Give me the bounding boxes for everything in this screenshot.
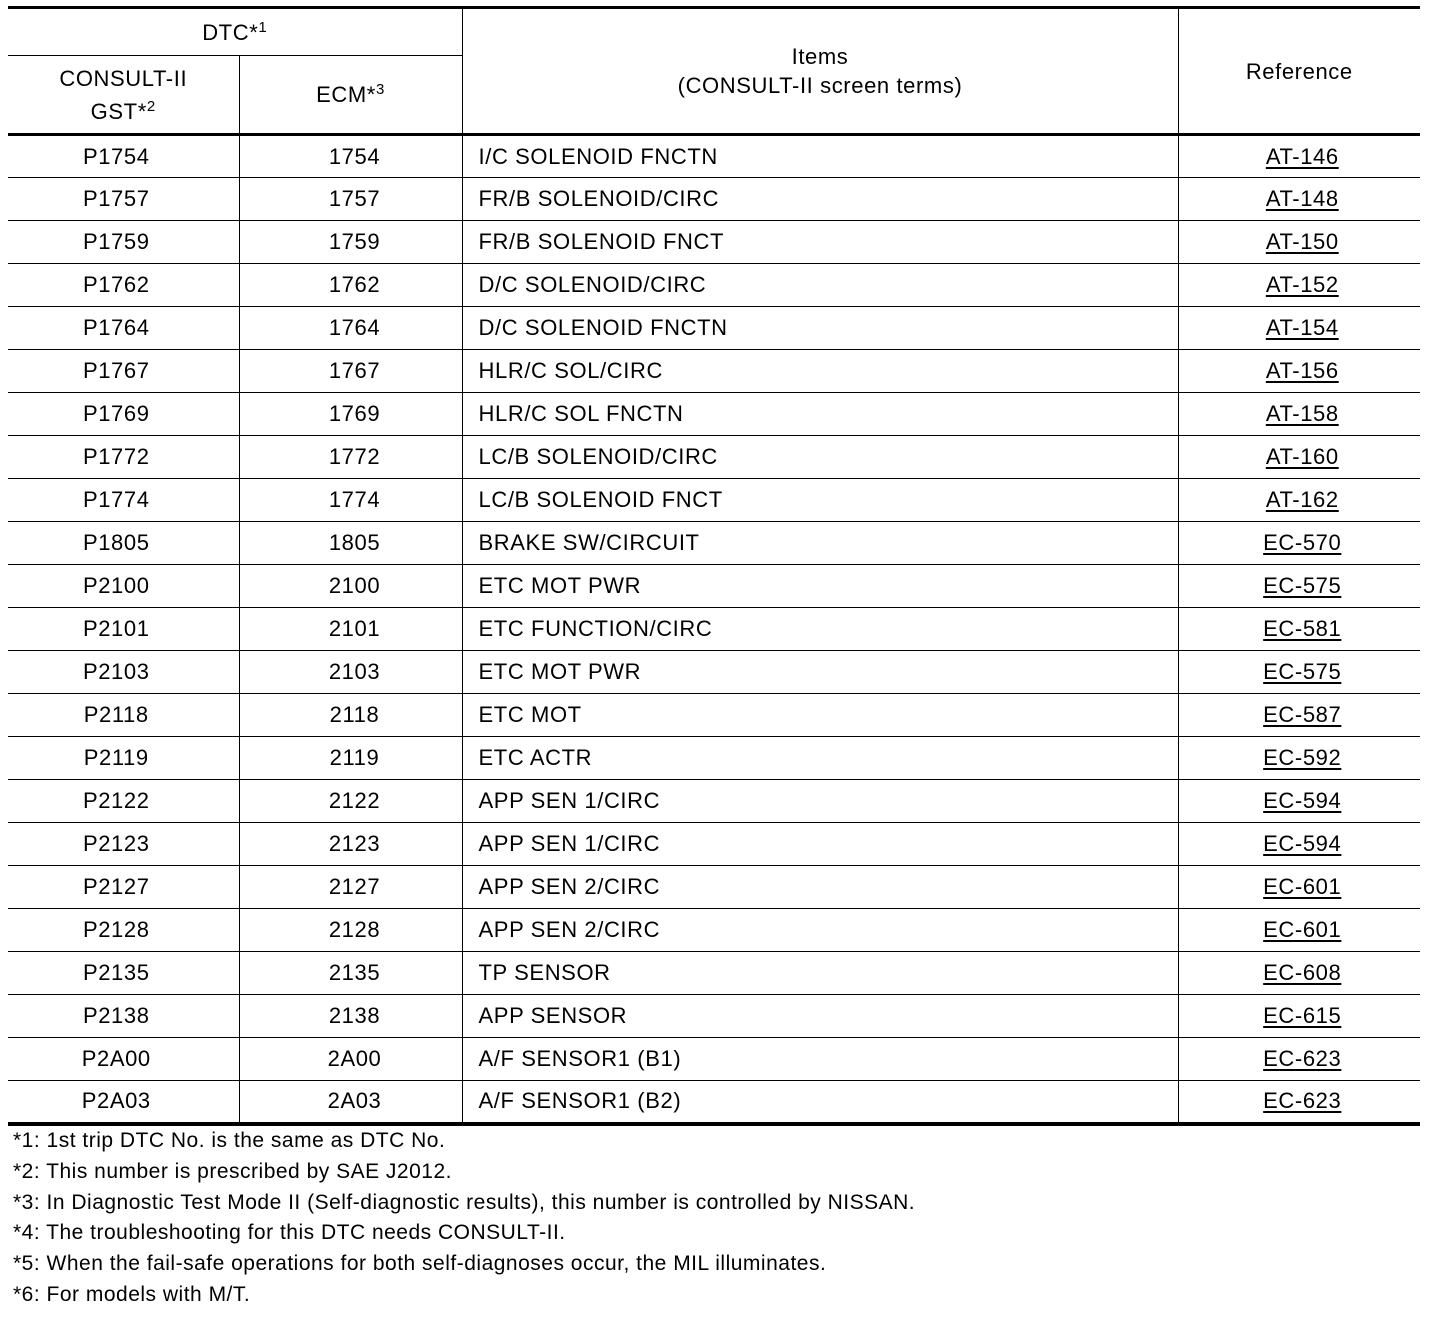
consult-gst-code: P2122 xyxy=(8,780,239,823)
consult-gst-code: P1759 xyxy=(8,221,239,264)
ecm-code: 2138 xyxy=(239,995,462,1038)
item-term: FR/B SOLENOID FNCT xyxy=(462,221,1178,264)
reference-cell xyxy=(1178,823,1420,866)
consult-gst-code: P2A00 xyxy=(8,1038,239,1081)
consult-gst-code: P1769 xyxy=(8,393,239,436)
table-row xyxy=(8,909,1420,952)
reference-cell xyxy=(1178,436,1420,479)
reference-link[interactable]: EC-594 xyxy=(1263,831,1342,856)
consult-gst-code: P2100 xyxy=(8,565,239,608)
table-row xyxy=(8,178,1420,221)
table-row xyxy=(8,135,1420,178)
reference-link[interactable]: EC-575 xyxy=(1263,573,1342,598)
reference-link[interactable]: AT-152 xyxy=(1265,272,1339,297)
reference-link[interactable]: AT-150 xyxy=(1265,229,1339,254)
table-row xyxy=(8,823,1420,866)
item-term: ETC FUNCTION/CIRC xyxy=(462,608,1178,651)
consult-gst-code: P1754 xyxy=(8,135,239,178)
reference-link[interactable]: AT-158 xyxy=(1265,401,1339,426)
footnotes xyxy=(13,1126,915,1311)
reference-cell xyxy=(1178,135,1420,178)
table-row xyxy=(8,565,1420,608)
reference-cell xyxy=(1178,350,1420,393)
consult-gst-code: P1774 xyxy=(8,479,239,522)
ecm-code: 1762 xyxy=(239,264,462,307)
consult-gst-code: P2A03 xyxy=(8,1081,239,1124)
reference-cell xyxy=(1178,178,1420,221)
reference-link[interactable]: EC-587 xyxy=(1263,702,1342,727)
ecm-code: 1774 xyxy=(239,479,462,522)
reference-link[interactable]: AT-156 xyxy=(1265,358,1339,383)
footnote: *1: 1st trip DTC No. is the same as DTC No. xyxy=(13,1129,446,1152)
ecm-code: 1772 xyxy=(239,436,462,479)
item-term: A/F SENSOR1 (B1) xyxy=(462,1038,1178,1081)
item-term: APP SEN 1/CIRC xyxy=(462,780,1178,823)
ecm-code: 2A00 xyxy=(239,1038,462,1081)
item-term: I/C SOLENOID FNCTN xyxy=(462,135,1178,178)
item-term: D/C SOLENOID/CIRC xyxy=(462,264,1178,307)
footnote: *4: The troubleshooting for this DTC needs CONSULT-II. xyxy=(13,1221,566,1245)
table-row xyxy=(8,737,1420,780)
ecm-code: 2101 xyxy=(239,608,462,651)
reference-cell xyxy=(1178,737,1420,780)
consult-gst-code: P1767 xyxy=(8,350,239,393)
reference-cell xyxy=(1178,694,1420,737)
ecm-code: 2128 xyxy=(239,909,462,952)
item-term: HLR/C SOL/CIRC xyxy=(462,350,1178,393)
item-term: APP SEN 2/CIRC xyxy=(462,909,1178,952)
reference-link[interactable]: EC-592 xyxy=(1263,745,1342,770)
footnote: *5: When the fail-safe operations for both self-diagnoses occur, the MIL illuminates. xyxy=(13,1252,827,1276)
ecm-code: 1764 xyxy=(239,307,462,350)
ecm-header: ECM*$^3$ xyxy=(239,56,462,135)
ecm-code: 2118 xyxy=(239,694,462,737)
item-term: FR/B SOLENOID/CIRC xyxy=(462,178,1178,221)
table-row xyxy=(8,1038,1420,1081)
item-term: ETC MOT PWR xyxy=(462,651,1178,694)
item-term: D/C SOLENOID FNCTN xyxy=(462,307,1178,350)
table-row xyxy=(8,479,1420,522)
reference-cell xyxy=(1178,866,1420,909)
consult-gst-code: P2127 xyxy=(8,866,239,909)
dtc-table xyxy=(8,6,1420,1126)
table-row xyxy=(8,866,1420,909)
items-header: Items (CONSULT-II screen terms) xyxy=(462,8,1178,135)
table-row xyxy=(8,436,1420,479)
item-term: APP SEN 1/CIRC xyxy=(462,823,1178,866)
table-header xyxy=(8,8,1420,135)
consult-gst-code: P2128 xyxy=(8,909,239,952)
consult-gst-code: P2101 xyxy=(8,608,239,651)
reference-header: Reference xyxy=(1178,8,1420,135)
item-term: LC/B SOLENOID/CIRC xyxy=(462,436,1178,479)
consult-gst-code: P1762 xyxy=(8,264,239,307)
ecm-code: 1769 xyxy=(239,393,462,436)
reference-cell xyxy=(1178,1038,1420,1081)
item-term: BRAKE SW/CIRCUIT xyxy=(462,522,1178,565)
table-row xyxy=(8,694,1420,737)
item-term: ETC MOT PWR xyxy=(462,565,1178,608)
ecm-code: 1767 xyxy=(239,350,462,393)
reference-link[interactable]: EC-623 xyxy=(1263,1088,1342,1114)
consult-gst-code: P1764 xyxy=(8,307,239,350)
reference-cell xyxy=(1178,522,1420,565)
consult-gst-code: P2135 xyxy=(8,952,239,995)
reference-link[interactable]: AT-146 xyxy=(1265,143,1339,169)
table-row xyxy=(8,221,1420,264)
table-row xyxy=(8,995,1420,1038)
ecm-code: 1754 xyxy=(239,135,462,178)
reference-link[interactable]: EC-608 xyxy=(1263,960,1342,985)
table-body xyxy=(8,135,1420,1124)
reference-link[interactable]: EC-601 xyxy=(1263,874,1342,899)
ecm-code: 1759 xyxy=(239,221,462,264)
item-term: ETC ACTR xyxy=(462,737,1178,780)
ecm-code: 1805 xyxy=(239,522,462,565)
reference-link[interactable]: EC-601 xyxy=(1263,917,1342,942)
table-row xyxy=(8,264,1420,307)
consult-gst-code: P1757 xyxy=(8,178,239,221)
reference-link[interactable]: EC-615 xyxy=(1263,1003,1342,1028)
dtc-group-header: DTC*$^1$ xyxy=(8,8,462,56)
reference-link[interactable]: EC-623 xyxy=(1263,1046,1342,1071)
table-row xyxy=(8,307,1420,350)
consult-gst-header: CONSULT-II GST*$^2$ xyxy=(8,56,239,135)
reference-cell xyxy=(1178,565,1420,608)
reference-link[interactable]: AT-160 xyxy=(1265,444,1339,469)
consult-gst-code: P1805 xyxy=(8,522,239,565)
item-term: LC/B SOLENOID FNCT xyxy=(462,479,1178,522)
consult-gst-code: P2123 xyxy=(8,823,239,866)
reference-link[interactable]: AT-162 xyxy=(1265,487,1339,512)
table-row xyxy=(8,780,1420,823)
reference-link[interactable]: EC-570 xyxy=(1263,530,1342,555)
ecm-code: 2A03 xyxy=(239,1081,462,1124)
consult-gst-code: P2103 xyxy=(8,651,239,694)
ecm-code: 2122 xyxy=(239,780,462,823)
reference-cell xyxy=(1178,780,1420,823)
consult-gst-code: P2138 xyxy=(8,995,239,1038)
reference-cell xyxy=(1178,651,1420,694)
item-term: HLR/C SOL FNCTN xyxy=(462,393,1178,436)
consult-gst-code: P2119 xyxy=(8,737,239,780)
reference-link[interactable]: EC-575 xyxy=(1263,659,1342,684)
table-row xyxy=(8,522,1420,565)
table-row xyxy=(8,393,1420,436)
consult-gst-code: P1772 xyxy=(8,436,239,479)
reference-cell xyxy=(1178,479,1420,522)
reference-link[interactable]: AT-154 xyxy=(1265,315,1339,340)
footnote: *3: In Diagnostic Test Mode II (Self-diagnostic results), this number is controlled by NISSAN. xyxy=(13,1190,916,1214)
ecm-code: 2103 xyxy=(239,651,462,694)
reference-cell xyxy=(1178,221,1420,264)
reference-cell xyxy=(1178,608,1420,651)
item-term: ETC MOT xyxy=(462,694,1178,737)
table-row xyxy=(8,1081,1420,1124)
ecm-code: 2119 xyxy=(239,737,462,780)
table-row xyxy=(8,952,1420,995)
item-term: APP SEN 2/CIRC xyxy=(462,866,1178,909)
reference-cell xyxy=(1178,307,1420,350)
footnote: *2: This number is prescribed by SAE J2012. xyxy=(13,1159,452,1183)
table-row xyxy=(8,651,1420,694)
item-term: APP SENSOR xyxy=(462,995,1178,1038)
reference-cell xyxy=(1178,909,1420,952)
ecm-code: 2100 xyxy=(239,565,462,608)
reference-cell xyxy=(1178,393,1420,436)
ecm-code: 1757 xyxy=(239,178,462,221)
reference-link[interactable]: EC-581 xyxy=(1263,616,1342,641)
reference-cell xyxy=(1178,264,1420,307)
reference-link[interactable]: AT-148 xyxy=(1265,186,1339,211)
consult-gst-code: P2118 xyxy=(8,694,239,737)
table-row xyxy=(8,608,1420,651)
reference-cell xyxy=(1178,1081,1420,1124)
reference-link[interactable]: EC-594 xyxy=(1263,788,1342,813)
item-term: TP SENSOR xyxy=(462,952,1178,995)
reference-cell xyxy=(1178,995,1420,1038)
table-row xyxy=(8,350,1420,393)
ecm-code: 2123 xyxy=(239,823,462,866)
item-term: A/F SENSOR1 (B2) xyxy=(462,1081,1178,1124)
reference-cell xyxy=(1178,952,1420,995)
ecm-code: 2127 xyxy=(239,866,462,909)
footnote: *6: For models with M/T. xyxy=(13,1282,251,1306)
ecm-code: 2135 xyxy=(239,952,462,995)
